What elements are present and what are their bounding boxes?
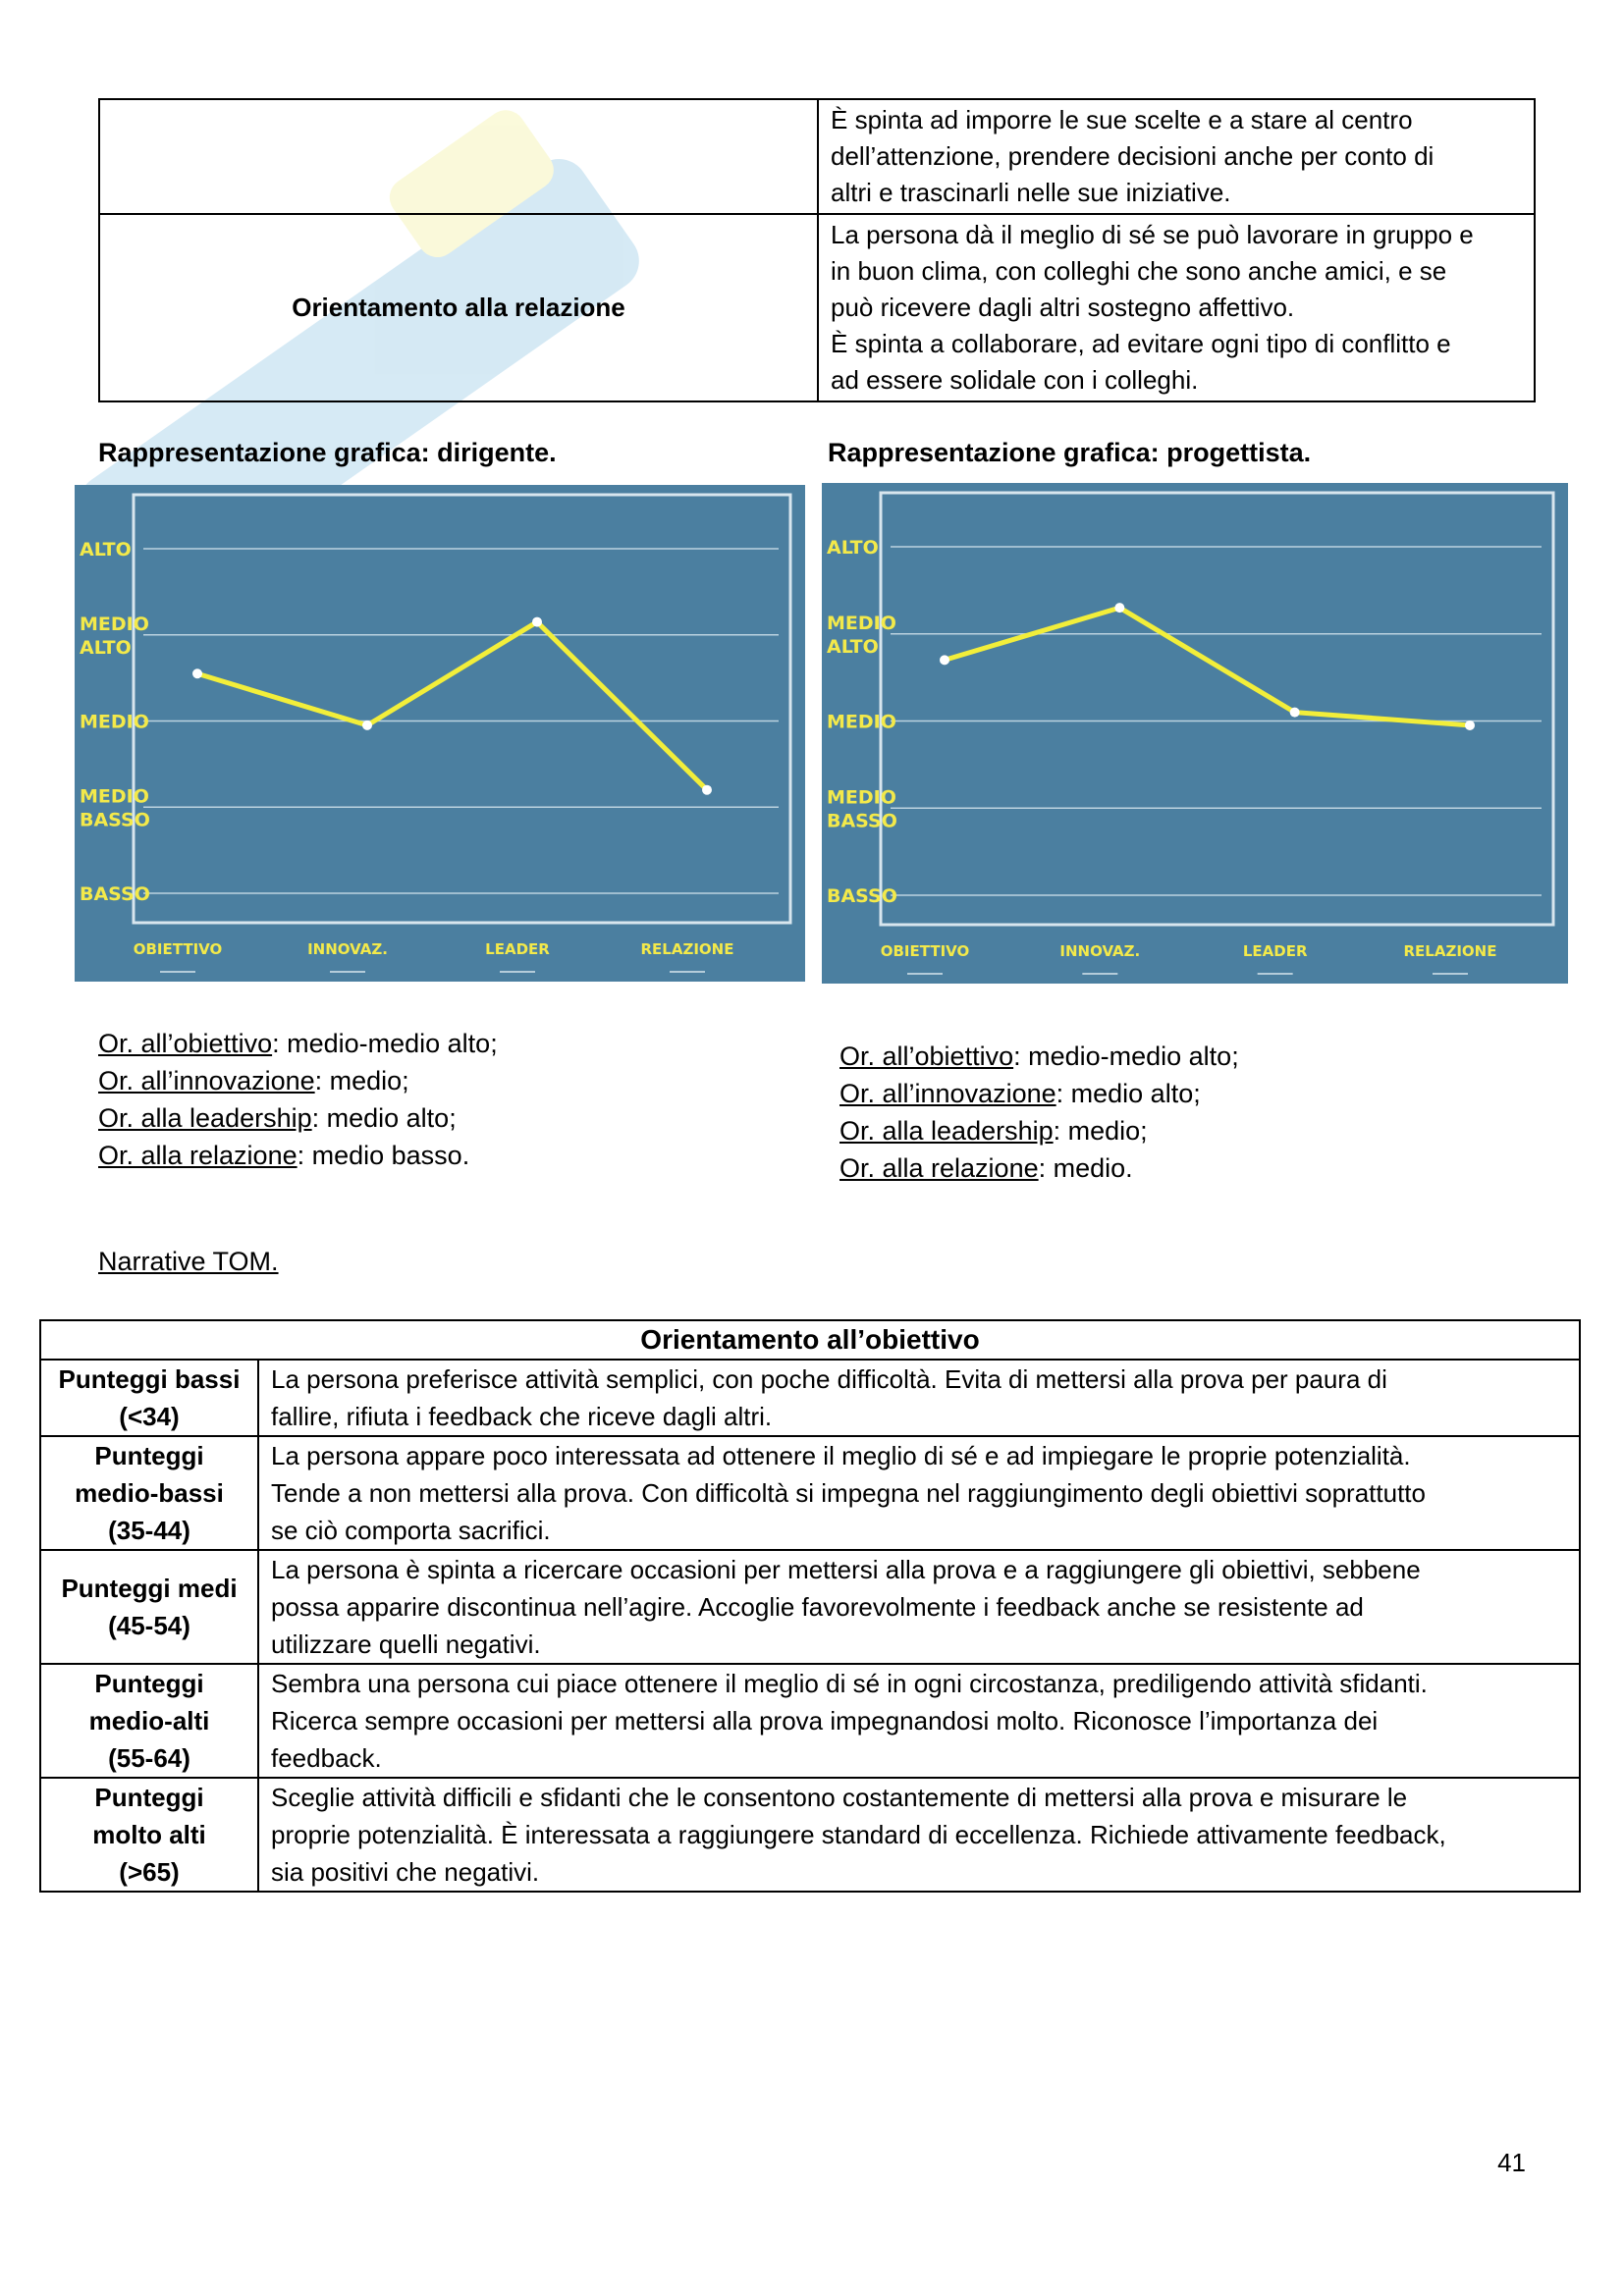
y-level-label: MEDIO bbox=[80, 711, 149, 733]
narrative-table bbox=[39, 1319, 1581, 1893]
summary-line bbox=[98, 1025, 498, 1062]
table-row bbox=[99, 214, 1535, 401]
text-line: feedback. bbox=[271, 1743, 382, 1773]
y-level-label: ALTO bbox=[827, 537, 879, 559]
data-point bbox=[362, 721, 372, 730]
top-row1-left bbox=[99, 99, 818, 214]
summary-line bbox=[98, 1137, 498, 1174]
label-line: (35-44) bbox=[108, 1516, 190, 1545]
y-level-label: ALTO bbox=[80, 539, 132, 561]
label-line: medio-bassi bbox=[75, 1478, 224, 1508]
label-line: (>65) bbox=[119, 1857, 180, 1887]
summary-value: : medio alto; bbox=[311, 1103, 457, 1133]
summary-label: Or. alla relazione bbox=[839, 1153, 1039, 1183]
data-point bbox=[702, 785, 712, 795]
row-text bbox=[258, 1360, 1580, 1436]
table-row bbox=[40, 1778, 1580, 1892]
summary-value: : medio-medio alto; bbox=[1013, 1041, 1239, 1071]
row-label bbox=[40, 1550, 258, 1664]
text-line: sia positivi che negativi. bbox=[271, 1857, 540, 1887]
text-line: dell’attenzione, prendere decisioni anche per conto di bbox=[831, 141, 1435, 171]
text-line: in buon clima, con colleghi che sono anche amici, e se bbox=[831, 256, 1447, 286]
chart-progettista-svg bbox=[822, 483, 1568, 984]
x-tick-label: OBIETTIVO bbox=[880, 942, 970, 960]
table-row bbox=[40, 1664, 1580, 1778]
label-line: (55-64) bbox=[108, 1743, 190, 1773]
x-tick-label: INNOVAZ. bbox=[307, 940, 388, 958]
chart-dirigente bbox=[75, 485, 805, 982]
text-line: La persona dà il meglio di sé se può lavorare in gruppo e bbox=[831, 220, 1474, 249]
data-point bbox=[192, 668, 202, 678]
x-tick-label: RELAZIONE bbox=[1403, 942, 1497, 960]
text-line: Sembra una persona cui piace ottenere il meglio di sé in ogni circostanza, prediligendo attività sfidanti. bbox=[271, 1669, 1428, 1698]
row-label bbox=[40, 1436, 258, 1550]
summary-line bbox=[839, 1075, 1239, 1112]
top-row2-left: Orientamento alla relazione bbox=[99, 214, 818, 401]
summary-line bbox=[839, 1112, 1239, 1149]
text-line: altri e trascinarli nelle sue iniziative. bbox=[831, 178, 1231, 207]
label-line: Punteggi bbox=[94, 1783, 204, 1812]
row-label bbox=[40, 1664, 258, 1778]
summary-value: : medio; bbox=[1053, 1116, 1148, 1146]
text-line: La persona appare poco interessata ad ottenere il meglio di sé e ad impiegare le proprie potenzialità. bbox=[271, 1441, 1411, 1470]
plot-frame bbox=[881, 493, 1553, 925]
summary-label: Or. all’innovazione bbox=[839, 1079, 1056, 1108]
page-number: 41 bbox=[1497, 2148, 1526, 2177]
summary-label: Or. all’obiettivo bbox=[839, 1041, 1014, 1071]
data-point bbox=[1465, 721, 1475, 730]
y-level-label: MEDIO BASSO bbox=[80, 785, 150, 831]
summary-right bbox=[839, 1038, 1239, 1187]
summary-label: Or. alla leadership bbox=[839, 1116, 1054, 1146]
text-line: utilizzare quelli negativi. bbox=[271, 1629, 541, 1659]
table-row bbox=[40, 1436, 1580, 1550]
row-text bbox=[258, 1664, 1580, 1778]
table-row bbox=[40, 1360, 1580, 1436]
summary-value: : medio alto; bbox=[1056, 1079, 1201, 1108]
x-tick-label: LEADER bbox=[485, 940, 550, 958]
text-line: Ricerca sempre occasioni per mettersi alla prova impegnandosi molto. Riconosce l’importanza dei bbox=[271, 1706, 1379, 1735]
x-tick-label: INNOVAZ. bbox=[1059, 942, 1141, 960]
data-point bbox=[532, 617, 542, 627]
row-label bbox=[40, 1778, 258, 1892]
top-table bbox=[98, 98, 1536, 402]
data-point bbox=[1114, 603, 1124, 613]
row-label bbox=[40, 1360, 258, 1436]
chart-heading-left: Rappresentazione grafica: dirigente. bbox=[98, 438, 557, 467]
text-line: possa apparire discontinua nell’agire. Accoglie favorevolmente i feedback anche se resistente ad bbox=[271, 1592, 1364, 1622]
text-line: La persona preferisce attività semplici, con poche difficoltà. Evita di mettersi alla prova per paura di bbox=[271, 1364, 1387, 1394]
text-line: può ricevere dagli altri sostegno affettivo. bbox=[831, 293, 1295, 322]
chart-progettista bbox=[822, 483, 1568, 984]
summary-line bbox=[98, 1062, 498, 1099]
label-line: Punteggi medi bbox=[61, 1574, 238, 1603]
row-text bbox=[258, 1550, 1580, 1664]
series-line bbox=[197, 622, 707, 790]
label-line: medio-alti bbox=[88, 1706, 210, 1735]
data-point bbox=[940, 655, 949, 665]
chart-dirigente-svg bbox=[75, 485, 805, 982]
series-line bbox=[945, 608, 1470, 725]
summary-label: Or. all’innovazione bbox=[98, 1066, 315, 1095]
text-line: La persona è spinta a ricercare occasioni per mettersi alla prova e a raggiungere gli obiettivi, sebbene bbox=[271, 1555, 1421, 1584]
data-point bbox=[1290, 708, 1300, 718]
text-line: fallire, rifiuta i feedback che riceve dagli altri. bbox=[271, 1402, 773, 1431]
label-line: Punteggi bassi bbox=[58, 1364, 241, 1394]
summary-value: : medio-medio alto; bbox=[272, 1029, 498, 1058]
summary-value: : medio; bbox=[314, 1066, 409, 1095]
label-line: (45-54) bbox=[108, 1611, 190, 1640]
y-level-label: BASSO bbox=[80, 883, 150, 905]
y-level-label: BASSO bbox=[827, 885, 897, 907]
x-tick-label: OBIETTIVO bbox=[133, 940, 223, 958]
y-level-label: MEDIO bbox=[827, 711, 896, 733]
table-header: Orientamento all’obiettivo bbox=[40, 1320, 1580, 1360]
table-row bbox=[40, 1550, 1580, 1664]
summary-label: Or. all’obiettivo bbox=[98, 1029, 273, 1058]
text-line: ad essere solidale con i colleghi. bbox=[831, 365, 1199, 395]
plot-frame bbox=[134, 495, 790, 923]
top-row1-right bbox=[818, 99, 1535, 214]
row-text bbox=[258, 1436, 1580, 1550]
label-line: (<34) bbox=[119, 1402, 180, 1431]
summary-line bbox=[98, 1099, 498, 1137]
summary-line bbox=[839, 1149, 1239, 1187]
chart-heading-right: Rappresentazione grafica: progettista. bbox=[828, 438, 1312, 467]
x-tick-label: RELAZIONE bbox=[640, 940, 734, 958]
text-line: Sceglie attività difficili e sfidanti che le consentono costantemente di mettersi alla prova e misurare le bbox=[271, 1783, 1408, 1812]
row-text bbox=[258, 1778, 1580, 1892]
table-header-row bbox=[40, 1320, 1580, 1360]
y-level-label: MEDIO BASSO bbox=[827, 786, 897, 832]
label-line: Punteggi bbox=[94, 1441, 204, 1470]
table-row bbox=[99, 99, 1535, 214]
narrative-title: Narrative TOM. bbox=[98, 1247, 279, 1276]
text-line: Tende a non mettersi alla prova. Con difficoltà si impegna nel raggiungimento degli obiettivi soprattutto bbox=[271, 1478, 1426, 1508]
summary-value: : medio. bbox=[1038, 1153, 1133, 1183]
text-line: È spinta a collaborare, ad evitare ogni tipo di conflitto e bbox=[831, 329, 1451, 358]
summary-line bbox=[839, 1038, 1239, 1075]
top-row2-right bbox=[818, 214, 1535, 401]
text-line: È spinta ad imporre le sue scelte e a stare al centro bbox=[831, 105, 1413, 134]
label-line: Punteggi bbox=[94, 1669, 204, 1698]
summary-value: : medio basso. bbox=[297, 1141, 470, 1170]
summary-label: Or. alla relazione bbox=[98, 1141, 298, 1170]
x-tick-label: LEADER bbox=[1242, 942, 1308, 960]
summary-label: Or. alla leadership bbox=[98, 1103, 312, 1133]
y-level-label: MEDIO ALTO bbox=[827, 612, 896, 658]
y-level-label: MEDIO ALTO bbox=[80, 613, 149, 659]
label-line: molto alti bbox=[92, 1820, 206, 1849]
text-line: se ciò comporta sacrifici. bbox=[271, 1516, 551, 1545]
summary-left bbox=[98, 1025, 498, 1174]
text-line: proprie potenzialità. È interessata a raggiungere standard di eccellenza. Richiede attivamente feedback, bbox=[271, 1820, 1446, 1849]
